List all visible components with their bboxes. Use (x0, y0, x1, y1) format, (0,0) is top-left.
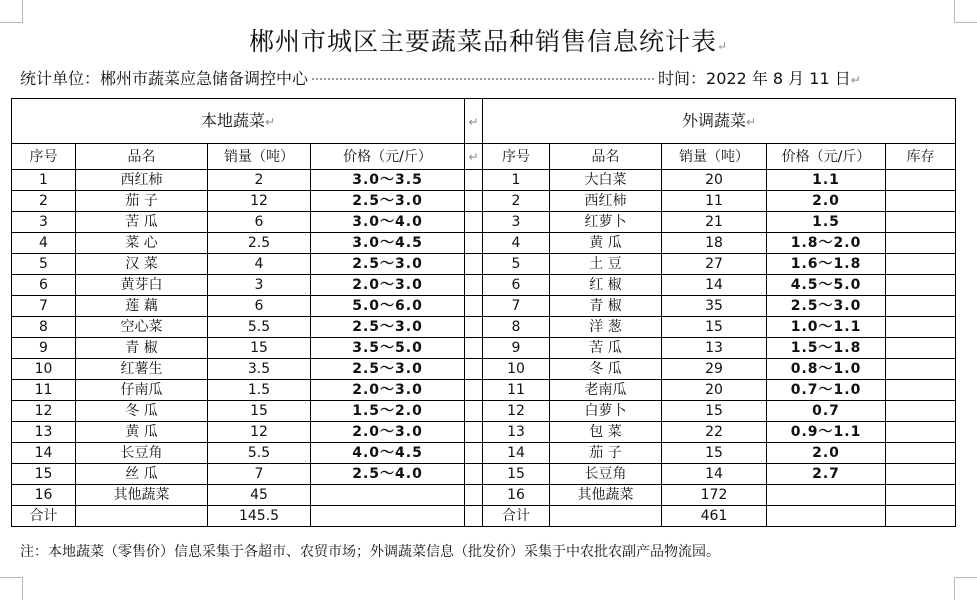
external-price-cell (767, 485, 886, 506)
time-label: 时间：2022 年 8 月 11 日 (658, 69, 851, 88)
external-stock-cell (886, 170, 956, 191)
external-price-cell: 2.5～3.0 (767, 296, 886, 317)
external-stock-cell (886, 422, 956, 443)
external-price-cell: 2.0 (767, 191, 886, 212)
external-price-cell: 0.9～1.1 (767, 422, 886, 443)
external-stock-cell (886, 380, 956, 401)
external-qty-cell: 14 (662, 275, 767, 296)
unit-label: 统计单位：郴州市蔬菜应急储备调控中心 (20, 69, 309, 88)
local-qty-cell: 7 (208, 464, 311, 485)
col-header: 销量（吨） (662, 144, 767, 170)
local-no-cell: 7 (12, 296, 76, 317)
gap-cell (465, 233, 483, 254)
table-row (12, 485, 956, 506)
local-price-cell: 1.5～2.0 (311, 401, 465, 422)
title-text: 郴州市城区主要蔬菜品种销售信息统计表 (248, 27, 717, 56)
table-row (12, 506, 956, 527)
external-qty-cell: 11 (662, 191, 767, 212)
external-price-cell: 1.6～1.8 (767, 254, 886, 275)
local-no-cell: 12 (12, 401, 76, 422)
paragraph-mark-icon: ↵ (716, 39, 729, 53)
external-price-cell: 1.5～1.8 (767, 338, 886, 359)
gap-cell (465, 422, 483, 443)
local-no-cell: 1 (12, 170, 76, 191)
local-qty-cell: 5.5 (208, 443, 311, 464)
external-name-cell: 大白菜 (550, 170, 662, 191)
crop-mark-bottom-right (954, 577, 977, 600)
local-no-cell: 6 (12, 275, 76, 296)
external-qty-cell: 27 (662, 254, 767, 275)
table-row (12, 317, 956, 338)
local-name-cell: 丝 瓜 (76, 464, 208, 485)
local-no-cell: 15 (12, 464, 76, 485)
local-name-cell: 莲 藕 (76, 296, 208, 317)
col-header: 品名 (76, 144, 208, 170)
col-header: 销量（吨） (208, 144, 311, 170)
local-no-cell: 2 (12, 191, 76, 212)
vegetable-sales-table (11, 98, 956, 527)
external-qty-cell: 15 (662, 443, 767, 464)
local-qty-cell: 4 (208, 254, 311, 275)
external-name-cell: 红萝卜 (550, 212, 662, 233)
external-no-cell: 4 (483, 233, 550, 254)
table-row (12, 401, 956, 422)
header-info-line (20, 66, 861, 89)
local-name-cell (76, 506, 208, 527)
external-name-cell (550, 506, 662, 527)
external-stock-cell (886, 254, 956, 275)
external-name-cell: 白萝卜 (550, 401, 662, 422)
local-name-cell: 汉 菜 (76, 254, 208, 275)
external-qty-cell: 172 (662, 485, 767, 506)
column-header-row (12, 144, 956, 170)
local-no-cell: 9 (12, 338, 76, 359)
local-price-cell: 3.0～4.5 (311, 233, 465, 254)
local-no-cell: 3 (12, 212, 76, 233)
external-price-cell: 0.8～1.0 (767, 359, 886, 380)
local-qty-cell: 2.5 (208, 233, 311, 254)
external-qty-cell: 21 (662, 212, 767, 233)
table-row (12, 443, 956, 464)
local-qty-cell: 3.5 (208, 359, 311, 380)
local-name-cell: 黄 瓜 (76, 422, 208, 443)
local-name-cell: 青 椒 (76, 338, 208, 359)
local-qty-cell: 45 (208, 485, 311, 506)
local-price-cell: 2.0～3.0 (311, 380, 465, 401)
external-stock-cell (886, 338, 956, 359)
external-no-cell: 2 (483, 191, 550, 212)
crop-mark-top-left (0, 0, 23, 23)
external-no-cell: 14 (483, 443, 550, 464)
gap-cell (465, 401, 483, 422)
section-external: 外调蔬菜↵ (483, 99, 956, 144)
local-price-cell (311, 506, 465, 527)
external-name-cell: 其他蔬菜 (550, 485, 662, 506)
gap-cell (465, 317, 483, 338)
table-row (12, 380, 956, 401)
local-name-cell: 红薯生 (76, 359, 208, 380)
local-qty-cell: 12 (208, 422, 311, 443)
local-qty-cell: 6 (208, 212, 311, 233)
footnote: 注：本地蔬菜（零售价）信息采集于各超市、农贸市场；外调蔬菜信息（批发价）采集于中农批农副产品物流园。 (20, 544, 720, 560)
local-price-cell: 4.0～4.5 (311, 443, 465, 464)
local-qty-cell: 6 (208, 296, 311, 317)
col-header: 品名 (550, 144, 662, 170)
local-price-cell: 2.5～4.0 (311, 464, 465, 485)
local-name-cell: 菜 心 (76, 233, 208, 254)
local-price-cell: 3.0～4.0 (311, 212, 465, 233)
table-row (12, 170, 956, 191)
external-stock-cell (886, 359, 956, 380)
external-qty-cell: 20 (662, 380, 767, 401)
local-name-cell: 苦 瓜 (76, 212, 208, 233)
table-row (12, 191, 956, 212)
local-name-cell: 茄 子 (76, 191, 208, 212)
gap-cell (465, 212, 483, 233)
external-stock-cell (886, 233, 956, 254)
external-qty-cell: 20 (662, 170, 767, 191)
table-row (12, 275, 956, 296)
external-name-cell: 长豆角 (550, 464, 662, 485)
external-qty-cell: 35 (662, 296, 767, 317)
local-price-cell: 2.5～3.0 (311, 359, 465, 380)
gap-cell: ↵ (465, 99, 483, 144)
gap-cell (465, 464, 483, 485)
external-price-cell: 1.1 (767, 170, 886, 191)
gap-cell (465, 485, 483, 506)
local-qty-cell: 1.5 (208, 380, 311, 401)
crop-mark-bottom-left (0, 577, 23, 600)
table-row (12, 464, 956, 485)
col-header: 序号 (12, 144, 76, 170)
external-price-cell: 4.5～5.0 (767, 275, 886, 296)
local-name-cell: 其他蔬菜 (76, 485, 208, 506)
external-qty-cell: 14 (662, 464, 767, 485)
external-qty-cell: 461 (662, 506, 767, 527)
external-name-cell: 苦 瓜 (550, 338, 662, 359)
external-name-cell: 冬 瓜 (550, 359, 662, 380)
local-price-cell (311, 485, 465, 506)
external-stock-cell (886, 464, 956, 485)
gap-cell (465, 443, 483, 464)
external-stock-cell (886, 401, 956, 422)
external-qty-cell: 18 (662, 233, 767, 254)
table-row (12, 296, 956, 317)
local-qty-cell: 15 (208, 338, 311, 359)
local-qty-cell: 145.5 (208, 506, 311, 527)
external-no-cell: 5 (483, 254, 550, 275)
local-name-cell: 长豆角 (76, 443, 208, 464)
external-name-cell: 黄 瓜 (550, 233, 662, 254)
table-row (12, 233, 956, 254)
external-stock-cell (886, 443, 956, 464)
external-name-cell: 西红柿 (550, 191, 662, 212)
gap-cell (465, 254, 483, 275)
paragraph-mark-icon: ↵ (850, 73, 861, 87)
external-price-cell: 1.0～1.1 (767, 317, 886, 338)
gap-cell (465, 296, 483, 317)
table-row (12, 338, 956, 359)
external-stock-cell (886, 275, 956, 296)
external-no-cell: 12 (483, 401, 550, 422)
gap-cell: ↵ (465, 144, 483, 170)
table-row (12, 212, 956, 233)
section-local: 本地蔬菜↵ (12, 99, 465, 144)
external-no-cell: 1 (483, 170, 550, 191)
gap-cell (465, 380, 483, 401)
local-name-cell: 仔南瓜 (76, 380, 208, 401)
external-price-cell: 2.7 (767, 464, 886, 485)
document-title (0, 22, 977, 58)
local-price-cell: 3.0～3.5 (311, 170, 465, 191)
table-row (12, 359, 956, 380)
external-stock-cell (886, 191, 956, 212)
external-stock-cell (886, 485, 956, 506)
gap-cell (465, 506, 483, 527)
external-price-cell: 1.8～2.0 (767, 233, 886, 254)
local-price-cell: 2.0～3.0 (311, 422, 465, 443)
gap-cell (465, 275, 483, 296)
local-price-cell: 2.5～3.0 (311, 191, 465, 212)
external-qty-cell: 22 (662, 422, 767, 443)
local-price-cell: 3.5～5.0 (311, 338, 465, 359)
local-no-cell: 8 (12, 317, 76, 338)
external-price-cell: 0.7 (767, 401, 886, 422)
external-price-cell: 0.7～1.0 (767, 380, 886, 401)
local-price-cell: 2.5～3.0 (311, 317, 465, 338)
external-name-cell: 土 豆 (550, 254, 662, 275)
external-no-cell: 8 (483, 317, 550, 338)
col-header: 序号 (483, 144, 550, 170)
local-qty-cell: 5.5 (208, 317, 311, 338)
local-no-cell: 10 (12, 359, 76, 380)
external-name-cell: 包 菜 (550, 422, 662, 443)
local-price-cell: 2.5～3.0 (311, 254, 465, 275)
external-no-cell: 合计 (483, 506, 550, 527)
local-name-cell: 黄芽白 (76, 275, 208, 296)
external-name-cell: 红 椒 (550, 275, 662, 296)
local-qty-cell: 2 (208, 170, 311, 191)
local-no-cell: 11 (12, 380, 76, 401)
gap-cell (465, 359, 483, 380)
crop-mark-top-right (954, 0, 977, 23)
external-no-cell: 9 (483, 338, 550, 359)
local-name-cell: 空心菜 (76, 317, 208, 338)
section-header-row (12, 99, 956, 144)
external-stock-cell (886, 317, 956, 338)
external-qty-cell: 13 (662, 338, 767, 359)
external-price-cell: 1.5 (767, 212, 886, 233)
external-stock-cell (886, 506, 956, 527)
external-qty-cell: 15 (662, 401, 767, 422)
gap-cell (465, 338, 483, 359)
section-external-label: 外调蔬菜 (681, 110, 746, 130)
table-row (12, 422, 956, 443)
local-no-cell: 16 (12, 485, 76, 506)
external-qty-cell: 15 (662, 317, 767, 338)
local-qty-cell: 12 (208, 191, 311, 212)
local-no-cell: 13 (12, 422, 76, 443)
local-qty-cell: 3 (208, 275, 311, 296)
external-no-cell: 10 (483, 359, 550, 380)
external-stock-cell (886, 212, 956, 233)
external-name-cell: 茄 子 (550, 443, 662, 464)
local-no-cell: 4 (12, 233, 76, 254)
col-header: 价格（元/斤） (767, 144, 886, 170)
local-no-cell: 合计 (12, 506, 76, 527)
local-name-cell: 西红柿 (76, 170, 208, 191)
external-name-cell: 老南瓜 (550, 380, 662, 401)
local-qty-cell: 15 (208, 401, 311, 422)
external-no-cell: 6 (483, 275, 550, 296)
external-no-cell: 3 (483, 212, 550, 233)
external-no-cell: 15 (483, 464, 550, 485)
external-price-cell (767, 506, 886, 527)
col-header: 库存 (886, 144, 956, 170)
external-qty-cell: 29 (662, 359, 767, 380)
local-price-cell: 2.0～3.0 (311, 275, 465, 296)
local-name-cell: 冬 瓜 (76, 401, 208, 422)
col-header: 价格（元/斤） (311, 144, 465, 170)
gap-cell (465, 191, 483, 212)
external-name-cell: 洋 葱 (550, 317, 662, 338)
leader-dots (312, 78, 654, 80)
table-row (12, 254, 956, 275)
local-no-cell: 14 (12, 443, 76, 464)
section-local-label: 本地蔬菜 (200, 110, 265, 130)
local-price-cell: 5.0～6.0 (311, 296, 465, 317)
external-no-cell: 16 (483, 485, 550, 506)
external-no-cell: 13 (483, 422, 550, 443)
external-no-cell: 11 (483, 380, 550, 401)
external-name-cell: 青 椒 (550, 296, 662, 317)
gap-cell (465, 170, 483, 191)
external-stock-cell (886, 296, 956, 317)
external-price-cell: 2.0 (767, 443, 886, 464)
local-no-cell: 5 (12, 254, 76, 275)
external-no-cell: 7 (483, 296, 550, 317)
